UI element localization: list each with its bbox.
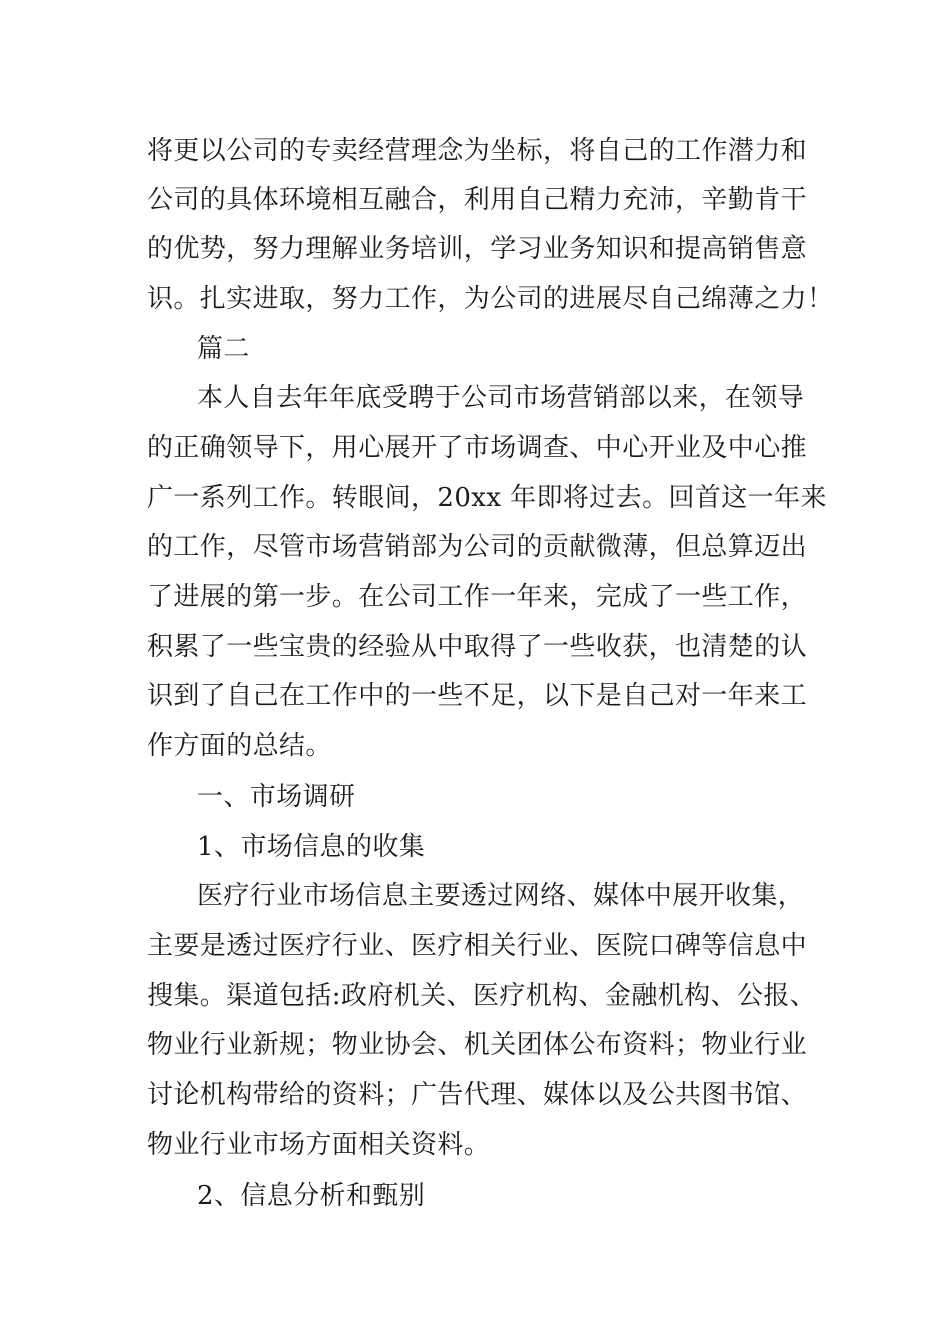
paragraph-line: 积累了一些宝贵的经验从中取得了一些收获，也清楚的认 [147,632,808,662]
paragraph-line: 广一系列工作。转眼间，20xx 年即将过去。回首这一年来 [147,483,827,513]
paragraph-line: 医疗行业市场信息主要透过网络、媒体中展开收集， [197,881,805,911]
paragraph-line: 物业行业市场方面相关资料。 [147,1130,491,1160]
paragraph-line: 本人自去年年底受聘于公司市场营销部以来，在领导 [197,383,805,413]
subsection-heading: 2、信息分析和甄别 [197,1181,426,1211]
section-heading: 一、市场调研 [197,782,356,812]
paragraph-line: 识到了自己在工作中的一些不足，以下是自己对一年来工 [147,681,808,711]
paragraph-line: 了进展的第一步。在公司工作一年来，完成了一些工作， [147,582,808,612]
paragraph-line: 将更以公司的专卖经营理念为坐标，将自己的工作潜力和 [147,136,808,166]
paragraph-line: 的工作，尽管市场营销部为公司的贡献微薄，但总算迈出 [147,532,808,562]
paragraph-line: 作方面的总结。 [147,731,332,761]
paragraph-line: 的优势，努力理解业务培训，学习业务知识和提高销售意 [147,234,808,264]
paragraph-line: 讨论机构带给的资料；广告代理、媒体以及公共图书馆、 [147,1080,808,1110]
paragraph-line: 识。扎实进取，努力工作，为公司的进展尽自己绵薄之力！ [147,284,834,314]
paragraph-line: 物业行业新规；物业协会、机关团体公布资料；物业行业 [147,1030,808,1060]
subsection-heading: 1、市场信息的收集 [197,832,426,862]
paragraph-line: 的正确领导下，用心展开了市场调查、中心开业及中心推 [147,433,808,463]
paragraph-line: 公司的具体环境相互融合，利用自己精力充沛，辛勤肯干 [147,185,808,215]
section-title: 篇二 [197,334,250,364]
paragraph-line: 主要是透过医疗行业、医疗相关行业、医院口碑等信息中 [147,931,808,961]
paragraph-line: 搜集。渠道包括:政府机关、医疗机构、金融机构、公报、 [147,981,817,1011]
